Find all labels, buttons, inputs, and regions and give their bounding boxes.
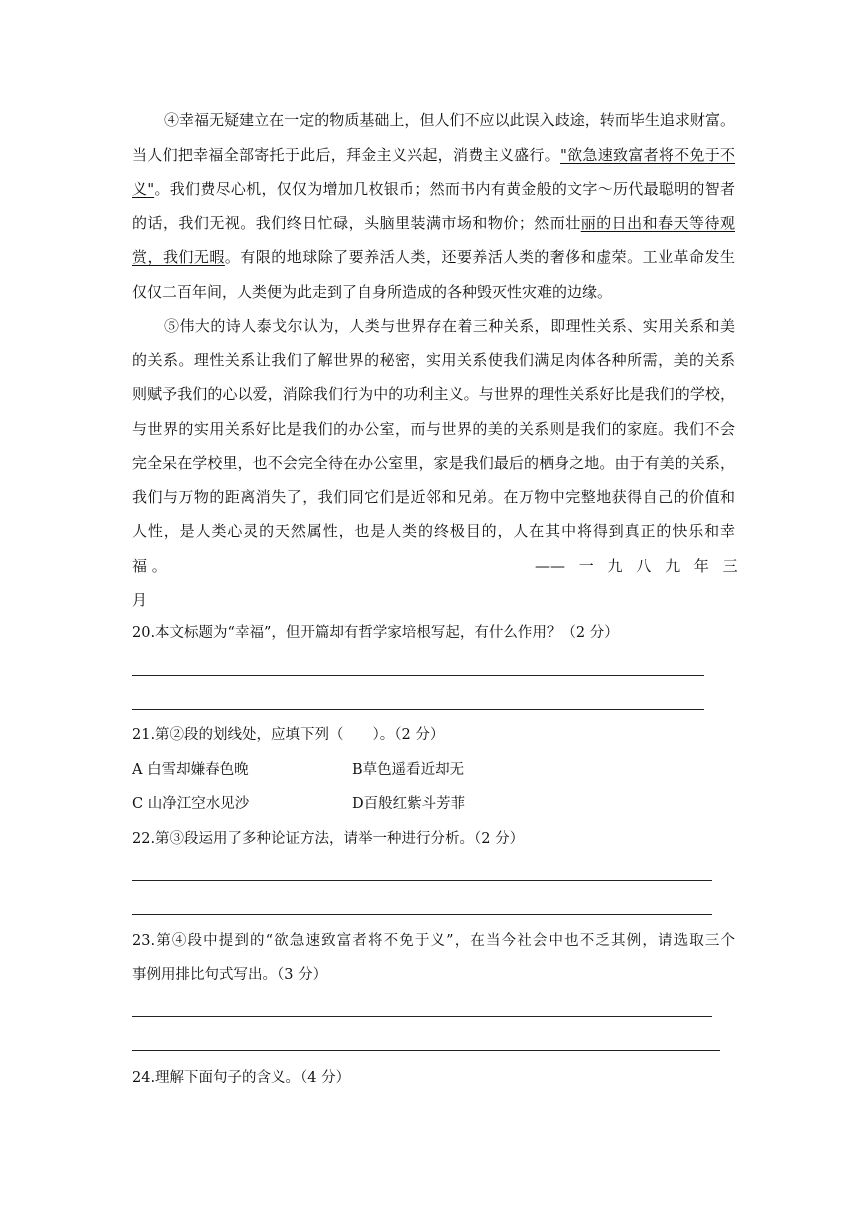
para5-text: 我们与万物的距离消失了，我们同它们是近邻和兄弟。在万物中完整地获得自己的价值和 [132, 488, 735, 506]
answer-line [132, 1050, 720, 1051]
para5-text: 则赋予我们的心以爱，消除我们行为中的功利主义。与世界的理性关系好比是我们的学校， [132, 385, 735, 403]
para5-line-5 [132, 446, 735, 480]
date-signature: —— 一 九 八 九 年 三 [535, 557, 738, 575]
para5-line-3 [132, 377, 735, 411]
option-b: B草色遥看近却无 [352, 762, 465, 778]
answer-line [132, 709, 704, 710]
question-22: 22.第③段运用了多种论证方法，请举一种进行分析。（2 分） [132, 831, 525, 847]
underlined-quote: 义" [132, 180, 155, 198]
option-c: C 山净江空水见沙 [132, 796, 250, 812]
para5-line-7 [132, 514, 735, 548]
para4-line-6 [132, 275, 735, 309]
para5-line-4 [132, 412, 735, 446]
para5-line-8 [132, 549, 738, 583]
para5-line-2 [132, 343, 735, 377]
para4-text: 。我们费尽心机，仅仅为增加几枚银币；然而书内有黄金般的文字～历代最聪明的智者 [154, 180, 735, 198]
underlined-quote: "欲急速致富者将不免于不 [559, 146, 735, 164]
question-23-line-2: 事例用排比句式写出。（3 分） [132, 967, 328, 983]
para5-line-9 [132, 583, 735, 617]
option-d: D百般红紫斗芳菲 [352, 796, 466, 812]
underlined-phrase: 丽的日出和春天等待观 [580, 214, 735, 232]
para5-text: 月 [132, 591, 148, 609]
answer-line [132, 880, 712, 881]
question-20: 20.本文标题为“幸福”，但开篇却有哲学家培根写起，有什么作用？（2 分） [132, 625, 619, 641]
para4-text: 的话，我们无视。我们终日忙碌，头脑里装满市场和物价；然而壮 [132, 214, 581, 232]
para5-line-6 [132, 480, 735, 514]
answer-line [132, 675, 704, 676]
option-a: A 白雪却嫌春色晚 [132, 762, 249, 778]
para5-text: 人性，是人类心灵的天然属性，也是人类的终极目的，人在其中将得到真正的快乐和幸 [132, 522, 735, 540]
para5-line-1 [132, 309, 735, 343]
para5-text: 福 。 [132, 557, 167, 575]
para4-line-4 [132, 206, 735, 240]
para4-text: 当人们把幸福全部寄托于此后，拜金主义兴起，消费主义盛行。 [132, 146, 560, 164]
question-24: 24.理解下面句子的含义。（4 分） [132, 1070, 351, 1086]
para5-text: 完全呆在学校里，也不会完全待在办公室里，家是我们最后的栖身之地。由于有美的关系， [132, 454, 735, 472]
para5-text: ⑤伟大的诗人泰戈尔认为，人类与世界存在着三种关系，即理性关系、实用关系和美 [164, 317, 735, 335]
para4-line-3 [132, 172, 735, 206]
underlined-phrase: 赏，我们无暇 [132, 248, 225, 266]
answer-line [132, 914, 712, 915]
para4-line-2 [132, 138, 735, 172]
para4-text: 。有限的地球除了要养活人类，还要养活人类的奢侈和虚荣。工业革命发生 [224, 248, 735, 266]
para5-text: 与世界的实用关系好比是我们的办公室，而与世界的美的关系则是我们的家庭。我们不会 [132, 420, 735, 438]
answer-line [132, 1016, 712, 1017]
question-21: 21.第②段的划线处，应填下列（ ）。（2 分） [132, 727, 445, 743]
para4-text: ④幸福无疑建立在一定的物质基础上，但人们不应以此误入歧途，转而毕生追求财富。 [164, 111, 735, 129]
question-23-line-1: 23.第④段中提到的“欲急速致富者将不免于义”，在当今社会中也不乏其例，请选取三个 [132, 933, 735, 949]
para4-line-5 [132, 240, 735, 274]
para5-text: 的关系。理性关系让我们了解世界的秘密，实用关系使我们满足肉体各种所需，美的关系 [132, 351, 735, 369]
para4-line-1 [132, 103, 735, 137]
para4-text: 仅仅二百年间，人类便为此走到了自身所造成的各种毁灭性灾难的边缘。 [132, 283, 613, 301]
